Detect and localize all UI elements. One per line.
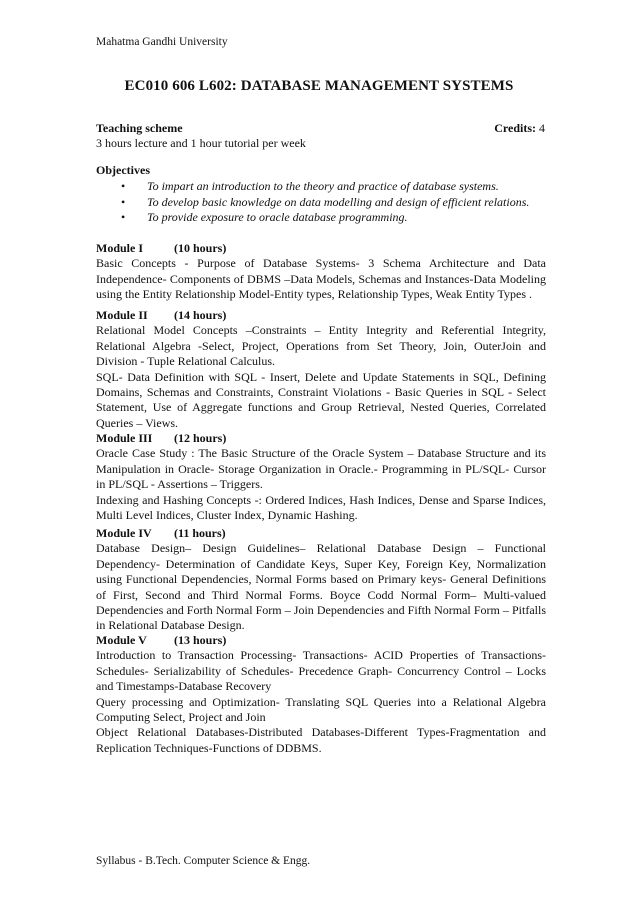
objectives-heading: Objectives (96, 163, 150, 177)
module-name: Module V (96, 633, 147, 647)
module-paragraph: Object Relational Databases-Distributed Databases-Different Types-Fragmentation and Replication Techniques-Functions of DDBMS. (96, 725, 546, 755)
objective-text: To impart an introduction to the theory and practice of database systems. (147, 179, 499, 193)
module-4 (96, 526, 546, 634)
module-5 (96, 633, 546, 756)
module-paragraph: Basic Concepts - Purpose of Database Systems- 3 Schema Architecture and Data Independence- Components of DBMS –Data Models, Schemas and Instances-Data Modeling using the Entity Relationship Model-Entity types, Relationship Types, Weak Entity Types . (96, 256, 546, 302)
objectives-section (96, 163, 546, 226)
bullet-icon: • (121, 194, 126, 209)
module-heading (96, 431, 546, 446)
module-name: Module III (96, 431, 153, 445)
module-hours: (13 hours) (174, 633, 227, 647)
teaching-hours: 3 hours lecture and 1 hour tutorial per week (96, 136, 306, 150)
module-2 (96, 308, 546, 431)
objective-text: To develop basic knowledge on data modelling and design of efficient relations. (147, 194, 530, 209)
module-3 (96, 431, 546, 523)
objective-text: To provide exposure to oracle database programming. (147, 210, 408, 224)
page-footer: Syllabus - B.Tech. Computer Science & Engg. (96, 855, 311, 867)
credits-label: Credits: (494, 121, 536, 135)
module-1 (96, 241, 546, 303)
module-paragraph: Oracle Case Study : The Basic Structure of the Oracle System – Database Structure and its Manipulation in Oracle- Storage Organization in Oracle.- Programming in PL/SQL- Cursor in PL/SQL - Assertions – Triggers. (96, 446, 546, 492)
teaching-scheme-row (96, 121, 545, 136)
module-hours: (12 hours) (174, 431, 227, 445)
module-heading (96, 308, 546, 323)
module-paragraph: Query processing and Optimization- Translating SQL Queries into a Relational Algebra Computing Select, Project and Join (96, 694, 546, 725)
teaching-scheme-label: Teaching scheme (96, 121, 183, 135)
module-heading (96, 526, 546, 541)
page-header: Mahatma Gandhi University (96, 36, 228, 48)
objective-item (96, 195, 546, 211)
module-paragraph: Database Design– Design Guidelines– Relational Database Design – Functional Dependency- Determination of Candidate Keys, Super Key, Foreign Key, Normalization using Functional Dependencies, Normal Forms based on Primary keys- General Definitions of First, Second and Third Normal Forms. Boyce Codd Normal Form– Multi-valued Dependencies and Forth Normal Form – Join Dependencies and Fifth Normal Form – Pitfalls in Relational Database Design. (96, 541, 546, 633)
credits-value: 4 (539, 121, 545, 135)
objective-item (96, 210, 546, 226)
module-paragraph: Relational Model Concepts –Constraints – Entity Integrity and Referential Integrity, Relational Algebra -Select, Project, Operations from Set Theory, Join, OuterJoin and Division - Tuple Relational Calculus. (96, 323, 546, 369)
bullet-icon: • (121, 179, 126, 193)
module-paragraph: Introduction to Transaction Processing- Transactions- ACID Properties of Transactions- Schedules- Serializability of Schedules- Precedence Graph- Concurrency Control – Locks and Timestamps-Database Recovery (96, 648, 546, 694)
module-hours: (14 hours) (174, 308, 227, 322)
objectives-list (96, 179, 546, 226)
credits (494, 121, 545, 136)
bullet-icon: • (121, 210, 126, 224)
objective-item (96, 179, 546, 195)
module-heading (96, 241, 546, 256)
module-name: Module IV (96, 526, 152, 540)
module-paragraph: SQL- Data Definition with SQL - Insert, Delete and Update Statements in SQL, Defining Domains, Schemas and Constraints, Constraint Violations - Basic Queries in SQL - Select Statement, Use of Aggregate functions and Group Retrieval, Nested Queries, Correlated Queries – Views. (96, 369, 546, 430)
course-title: EC010 606 L602: DATABASE MANAGEMENT SYSTEMS (124, 78, 514, 94)
module-heading (96, 633, 546, 648)
module-hours: (11 hours) (174, 526, 226, 540)
module-paragraph: Indexing and Hashing Concepts -: Ordered Indices, Hash Indices, Dense and Sparse Indices, Multi Level Indices, Cluster Index, Dynamic Hashing. (96, 492, 546, 523)
module-hours: (10 hours) (174, 241, 227, 255)
module-name: Module II (96, 308, 148, 322)
module-name: Module I (96, 241, 144, 255)
